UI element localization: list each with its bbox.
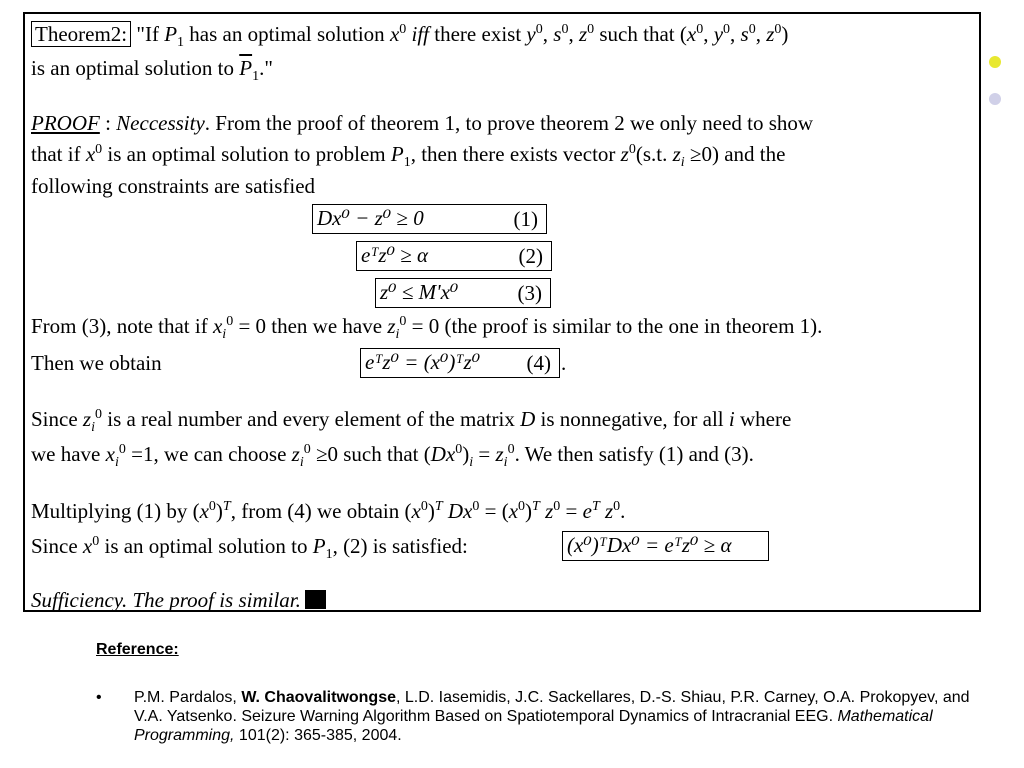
equation-4: [360, 348, 560, 378]
equation-1-number: (1): [513, 207, 538, 231]
equation-2-number: (2): [518, 244, 543, 268]
reference-bullet: •: [96, 689, 102, 706]
from3-line: From (3), note that if $x_i^0 = 0$ then we have $z_i^0 = 0$ (the proof is similar to the one in theorem 1).: [31, 314, 823, 343]
final-inequality: [562, 531, 769, 561]
since-optimal-line: Since $x^0$ is an optimal solution to $P_1$, (2) is satisfied:: [31, 534, 468, 563]
equation-3: [375, 278, 551, 308]
sufficiency-text: Sufficiency: [31, 588, 122, 612]
theorem-text: such that (: [594, 22, 687, 46]
iff-text: iff: [411, 22, 430, 46]
body-text: is nonnegative, for all: [535, 407, 729, 431]
body-text: is a real number and every element of the matrix: [101, 407, 521, 431]
body-text: . We then satisfy (1) and (3).: [514, 442, 754, 466]
equation-1-expr: Dx⁰ − z⁰ ≥ 0: [317, 206, 424, 230]
proof-line-3: [31, 174, 315, 198]
math-sup: 0: [399, 22, 407, 37]
theorem-line-2: is an optimal solution to $\overline{P}_1$.": [31, 56, 273, 85]
body-text: =1, we can choose: [125, 442, 292, 466]
proof-text: , then there exists vector: [410, 142, 621, 166]
body-text: Multiplying (1) by (: [31, 499, 200, 523]
proof-text: . From the proof of theorem 1, to prove theorem 2 we only need to show: [204, 111, 814, 135]
theorem-text: .": [259, 56, 273, 80]
since-line-2: we have $x_i^0 =1$, we can choose $z_i^0 \ge 0$ such that $(Dx^0)_i = z_i^0$. We then satisfy (1) and (3).: [31, 442, 754, 471]
proof-label: PROOF: [31, 111, 100, 135]
reference-citation: 101(2): 365-385, 2004.: [234, 727, 402, 744]
body-text: Since: [31, 534, 83, 558]
theorem-text: is an optimal solution to: [31, 56, 240, 80]
reference-author-bold: W. Chaovalitwongse: [241, 689, 396, 706]
body-text: is an optimal solution to: [99, 534, 313, 558]
proof-text: (s.t.: [635, 142, 673, 166]
theorem-text: has an optimal solution: [184, 22, 390, 46]
body-text: = 0 then we have: [233, 314, 388, 338]
body-text: where: [734, 407, 792, 431]
theorem-text: ): [781, 22, 789, 46]
equation-2: [356, 241, 552, 271]
qed-square-icon: [305, 590, 326, 609]
proof-text: that if: [31, 142, 86, 166]
necessity-text: Neccessity: [116, 111, 205, 135]
proof-text: is an optimal solution to problem: [102, 142, 391, 166]
proof-text: ≥0) and the: [684, 142, 786, 166]
equation-1: [312, 204, 547, 234]
reference-title: Reference:: [96, 641, 179, 658]
reference-authors-rest: , L.D. Iasemidis, J.C. Sackellares, D.-S. Shiau, P.R. Carney, O.A. Prokopyev, and V.A. Yatsenko. Seizure Warning Algorithm Based on Spatiotemporal Dynamics of Intracranial EEG.: [134, 689, 970, 725]
multiplying-line: Multiplying (1) by $(x^0)^T$, from (4) we obtain $(x^0)^T$ $Dx^0 = (x^0)^T$ $z^0 = e^T$ $z^0$.: [31, 499, 626, 523]
slide-dot-active-icon[interactable]: [989, 56, 1001, 68]
equation-3-number: (3): [517, 281, 542, 305]
theorem-text: there exist: [429, 22, 527, 46]
body-text: , from (4) we obtain (: [230, 499, 412, 523]
body-text: = 0 (the proof is similar to the one in theorem 1).: [406, 314, 823, 338]
since-line-1: Since $z_i^0$ is a real number and every element of the matrix D is nonnegative, for all i where: [31, 407, 792, 436]
equation-4-number: (4): [526, 351, 551, 375]
reference-journal: Mathematical Programming,: [134, 708, 933, 744]
math-x: x: [389, 22, 400, 46]
theorem-label: Theorem2:: [31, 21, 131, 47]
sufficiency-rest: . The proof is similar.: [121, 588, 301, 612]
body-text: Since: [31, 407, 83, 431]
equation-3-expr: z⁰ ≤ M'x⁰: [380, 280, 459, 304]
sufficiency-line: [31, 588, 326, 612]
body-text: Then we obtain: [31, 351, 162, 375]
equation-4-period: .: [561, 351, 567, 375]
theorem-line-1: Theorem2: "If $P_1$ has an optimal solution $x^0$ iff there exist $y^0$, $s^0$, $z^0$ such that ($x^0$, $y^0$, $s^0$, $z^0$): [31, 22, 788, 46]
reference-authors: P.M. Pardalos,: [134, 689, 242, 706]
math-p: P: [164, 22, 178, 46]
math-sub: 1: [177, 35, 185, 51]
proof-line-2: that if $x^0$ is an optimal solution to problem $P_1$, then there exists vector $z^0(s.t$. $z_i \ge 0$) and the: [31, 142, 786, 171]
body-text: ≥0 such that (: [310, 442, 431, 466]
equation-2-expr: eᵀz⁰ ≥ α: [361, 243, 429, 267]
equation-4-expr: eᵀz⁰ = (x⁰)ᵀz⁰: [365, 350, 481, 374]
body-text: From (3), note that if: [31, 314, 213, 338]
theorem-frame: [23, 12, 981, 612]
reference-text: [134, 688, 994, 745]
final-inequality-expr: (x⁰)ᵀDx⁰ = eᵀz⁰ ≥ α: [567, 533, 732, 557]
proof-line-1: PROOF : Neccessity. From the proof of theorem 1, to prove theorem 2 we only need to show: [31, 111, 814, 135]
obtain-line: [31, 351, 162, 375]
slide-dot-inactive-icon[interactable]: [989, 93, 1001, 105]
proof-text: following constraints are satisfied: [31, 174, 316, 198]
body-text: , (2) is satisfied:: [332, 534, 468, 558]
theorem-text: "If: [136, 22, 165, 46]
body-text: we have: [31, 442, 106, 466]
